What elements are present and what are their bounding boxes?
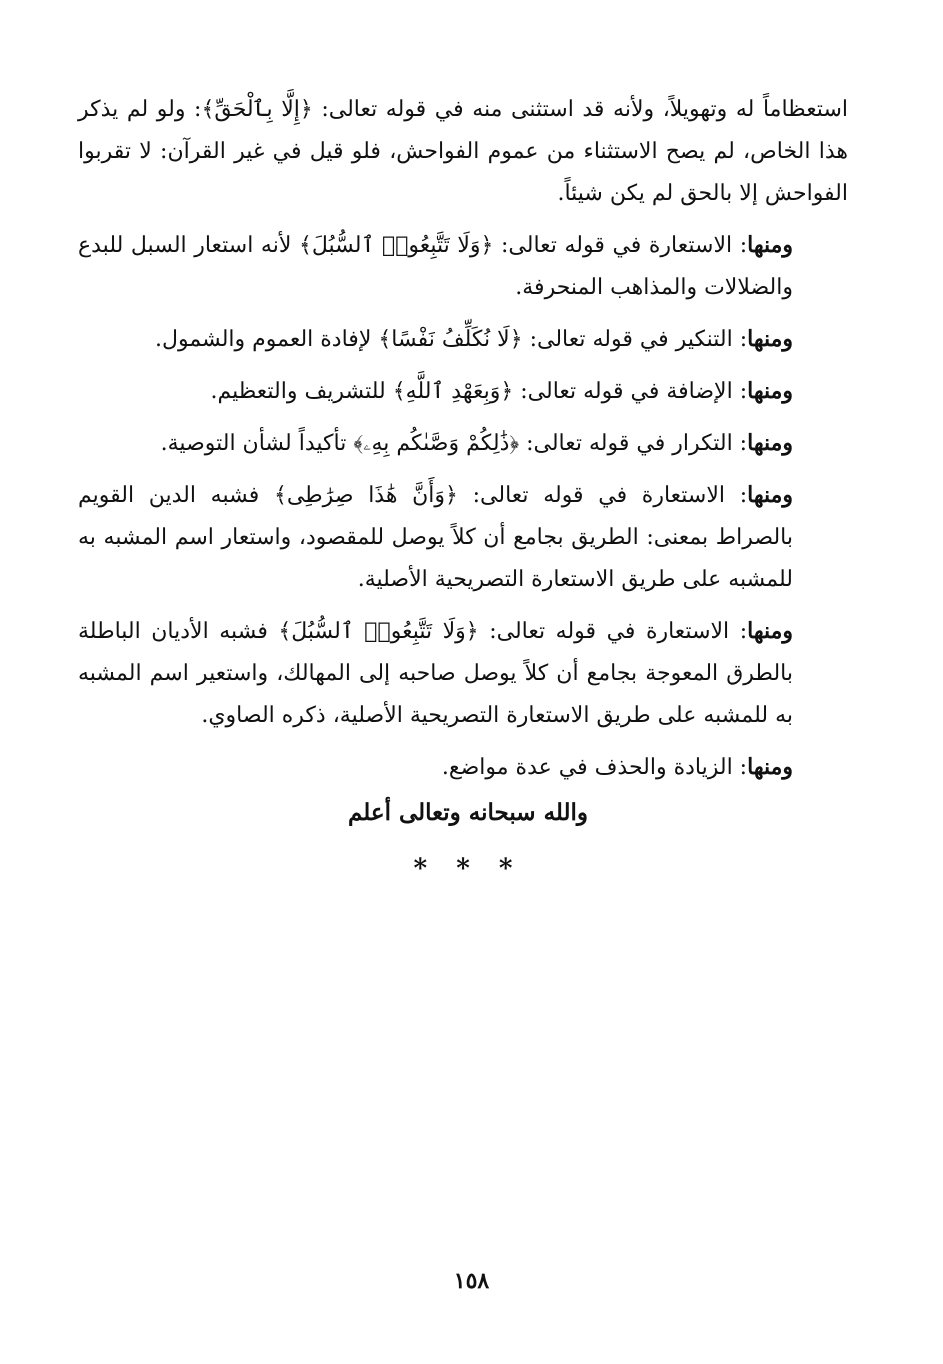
paragraph-lead: ومنها [747,754,793,780]
paragraph-lead: ومنها [747,618,793,644]
page-number: ١٥٨ [453,1268,490,1294]
closing-phrase: والله سبحانه وتعالى أعلم [347,799,589,826]
paragraph-text: : الإضافة في قوله تعالى: ﴿وَبِعَهْدِ ٱللَّهِ﴾ للتشريف والتعظيم. [210,379,748,404]
paragraph-text: : الاستعارة في قوله تعالى: ﴿وَأَنَّ هَٰذَا صِرَٰطِى﴾ فشبه الدين القويم بالصراط بمعنى: الطريق بجامع أن كلاً يوصل للمقصود، واستعار اسم المشبه به للمشبه على طريق الاستعارة التصريحية الأصلية. [78,483,793,592]
paragraph-lead: ومنها [747,232,793,258]
paragraph-text: : التنكير في قوله تعالى: ﴿لَا نُكَلِّفُ نَفْسًا﴾ لإفادة العموم والشمول. [155,327,748,352]
paragraph-1 [78,88,848,215]
paragraph-lead: ومنها [747,326,793,352]
paragraph-text: : الاستعارة في قوله تعالى: ﴿وَلَا تَتَّبِعُوا۟ ٱلسُّبُلَ﴾ لأنه استعار السبل للبدع والضلالات والمذاهب المنحرفة. [78,233,793,300]
paragraph-lead: ومنها [747,378,793,404]
page-body [78,88,848,884]
paragraph-text: استعظاماً له وتهويلاً، ولأنه قد استثنى منه في قوله تعالى: ﴿إِلَّا بِٱلْحَقِّ﴾: ولو لم يذكر هذا الخاص، لم يصح الاستثناء من عموم الفواحش، فلو قيل في غير القرآن: لا تقربوا الفواحش إلا بالحق لم يكن شيئاً. [78,97,848,206]
paragraph-8 [78,746,848,789]
paragraph-lead: ومنها [747,482,793,508]
paragraph-7 [78,610,848,737]
paragraph-lead: ومنها [747,430,793,456]
paragraph-text: : الاستعارة في قوله تعالى: ﴿وَلَا تَتَّبِعُوا۟ ٱلسُّبُلَ﴾ فشبه الأديان الباطلة بالطرق المعوجة بجامع أن كلاً يوصل صاحبه إلى المهالك، واستعير اسم المشبه به للمشبه على طريق الاستعارة التصريحية الأصلية، ذكره الصاوي. [78,619,793,728]
section-separator: * * * [413,854,523,884]
paragraph-3 [78,318,848,361]
paragraph-2 [78,224,848,309]
paragraph-text: : التكرار في قوله تعالى: ﴿ذَٰلِكُمْ وَصَّىٰكُم بِهِۦ﴾ تأكيداً لشأن التوصية. [160,431,748,456]
paragraph-text: : الزيادة والحذف في عدة مواضع. [441,755,748,780]
paragraph-6 [78,474,848,601]
paragraph-4 [78,370,848,413]
paragraph-5 [78,422,848,465]
